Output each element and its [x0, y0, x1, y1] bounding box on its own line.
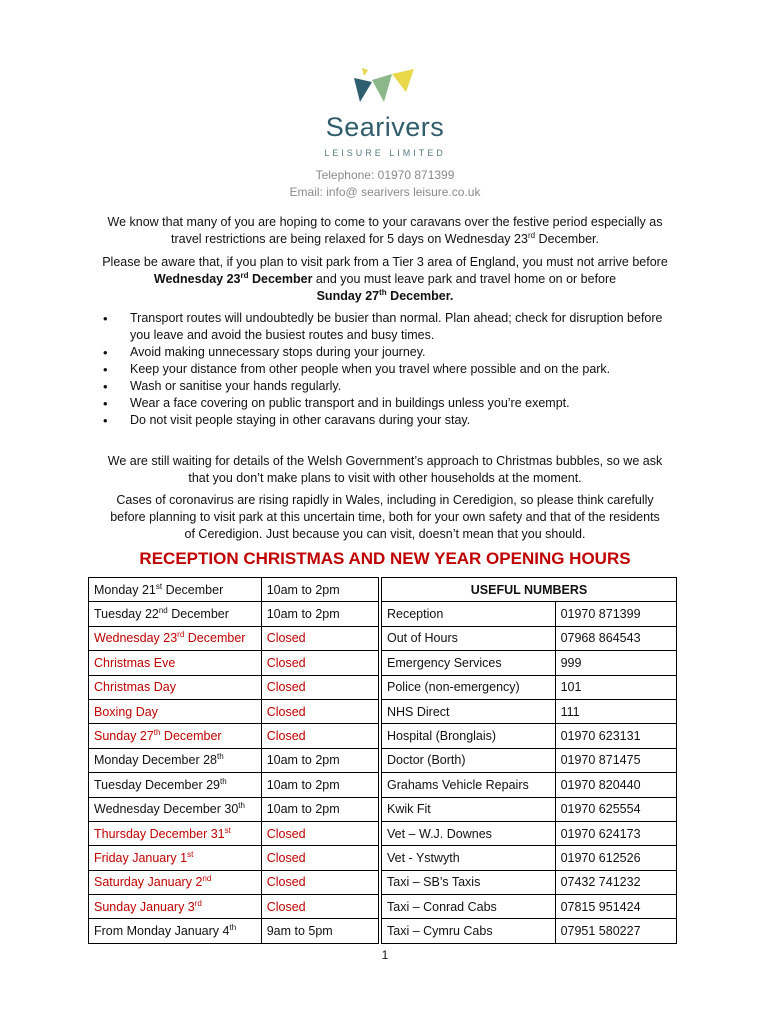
hours-day-cell: Tuesday 22nd December [89, 602, 262, 626]
telephone: Telephone: 01970 871399 [315, 168, 455, 182]
hours-day-cell: Monday December 28th [89, 748, 262, 772]
hours-time-cell: Closed [261, 675, 378, 699]
hours-day-cell: Saturday January 2nd [89, 870, 262, 894]
contact-name-cell: Vet – W.J. Downes [382, 821, 556, 845]
bunting-flags-icon [318, 60, 452, 110]
email: Email: info@ searivers leisure.co.uk [289, 185, 481, 199]
arrival-line-1: Please be aware that, if you plan to visit park from a Tier 3 area of England, you must not arrive before [102, 255, 668, 269]
bubbles-paragraph [80, 453, 690, 487]
covid-line: of Ceredigion. Just because you can visit, doesn’t mean that you should. [184, 527, 586, 541]
hours-time-cell: Closed [261, 821, 378, 845]
brand-name: Searivers [325, 112, 445, 142]
contact-name-cell: Emergency Services [382, 651, 556, 675]
contact-name-cell: Reception [382, 602, 556, 626]
table-row [382, 821, 677, 845]
phone-number-cell: 01970 871399 [555, 602, 676, 626]
table-row [89, 870, 379, 894]
phone-number-cell: 07815 951424 [555, 895, 676, 919]
table-row [89, 895, 379, 919]
list-item: • Avoid making unnecessary stops during your journey. [103, 344, 663, 361]
arrival-paragraph [80, 254, 690, 305]
hours-day-cell: Tuesday December 29th [89, 773, 262, 797]
contact-name-cell: Police (non-emergency) [382, 675, 556, 699]
hours-time-cell: 10am to 2pm [261, 773, 378, 797]
arrival-line-2: Wednesday 23rd December and you must leave park and travel home on or before [153, 270, 617, 286]
hours-day-cell: Monday 21st December [89, 578, 262, 602]
contact-name-cell: Taxi – Cymru Cabs [382, 919, 556, 943]
hours-heading: RECEPTION CHRISTMAS AND NEW YEAR OPENING HOURS [139, 549, 631, 568]
hours-day-cell: Boxing Day [89, 699, 262, 723]
list-item: • Transport routes will undoubtedly be busier than normal. Plan ahead; check for disruption before you leave and avoid the busiest routes and busy times. [103, 310, 663, 344]
phone-number-cell: 111 [555, 699, 676, 723]
intro-line-1: We know that many of you are hoping to come to your caravans over the festive period especially as [107, 215, 663, 229]
hours-day-cell: From Monday January 4th [89, 919, 262, 943]
phone-number-cell: 01970 624173 [555, 821, 676, 845]
hours-time-cell: 10am to 2pm [261, 578, 378, 602]
hours-day-cell: Sunday January 3rd [89, 895, 262, 919]
hours-time-cell: Closed [261, 870, 378, 894]
contact-name-cell: Out of Hours [382, 626, 556, 650]
advice-list [103, 310, 663, 429]
table-row [89, 602, 379, 626]
hours-day-cell: Thursday December 31st [89, 821, 262, 845]
useful-numbers-title: USEFUL NUMBERS [382, 578, 677, 602]
covid-line: before planning to visit park at this uncertain time, both for your own safety and that of the residents [110, 510, 660, 524]
contact-name-cell: Taxi – SB’s Taxis [382, 870, 556, 894]
phone-number-cell: 01970 612526 [555, 846, 676, 870]
contact-name-cell: Kwik Fit [382, 797, 556, 821]
list-item: • Do not visit people staying in other caravans during your stay. [103, 412, 663, 429]
table-row [382, 919, 677, 943]
table-header-row [382, 578, 677, 602]
table-row [382, 846, 677, 870]
hours-time-cell: 10am to 2pm [261, 602, 378, 626]
hours-time-cell: Closed [261, 895, 378, 919]
hours-time-cell: Closed [261, 651, 378, 675]
table-row [382, 797, 677, 821]
bubbles-line: that you don’t make plans to visit with other households at the moment. [188, 471, 582, 485]
table-row [382, 626, 677, 650]
hours-time-cell: Closed [261, 724, 378, 748]
hours-day-cell: Wednesday December 30th [89, 797, 262, 821]
table-row [89, 919, 379, 943]
table-row [89, 797, 379, 821]
table-row [382, 699, 677, 723]
table-row [89, 748, 379, 772]
phone-number-cell: 01970 820440 [555, 773, 676, 797]
table-row [89, 651, 379, 675]
bubbles-line: We are still waiting for details of the Welsh Government’s approach to Christmas bubbles, so we ask [107, 454, 663, 468]
table-row [89, 626, 379, 650]
phone-number-cell: 01970 623131 [555, 724, 676, 748]
hours-time-cell: 9am to 5pm [261, 919, 378, 943]
covid-line: Cases of coronavirus are rising rapidly in Wales, including in Ceredigion, so please think carefully [116, 493, 654, 507]
phone-number-cell: 101 [555, 675, 676, 699]
contact-name-cell: Doctor (Borth) [382, 748, 556, 772]
list-item: • Wear a face covering on public transport and in buildings unless you’re exempt. [103, 395, 663, 412]
useful-numbers-table [381, 577, 677, 944]
list-item: • Keep your distance from other people when you travel where possible and on the park. [103, 361, 663, 378]
table-row [89, 675, 379, 699]
covid-paragraph [80, 492, 690, 543]
table-row [382, 602, 677, 626]
table-row [89, 846, 379, 870]
table-row [382, 773, 677, 797]
phone-number-cell: 07432 741232 [555, 870, 676, 894]
table-row [382, 651, 677, 675]
intro-line-2: travel restrictions are being relaxed for 5 days on Wednesday 23rd December. [171, 230, 599, 246]
contact-name-cell: Hospital (Bronglais) [382, 724, 556, 748]
opening-hours-table [88, 577, 379, 944]
table-row [89, 699, 379, 723]
brand-subtitle: LEISURE LIMITED [324, 148, 446, 158]
phone-number-cell: 01970 625554 [555, 797, 676, 821]
hours-time-cell: Closed [261, 626, 378, 650]
table-row [89, 773, 379, 797]
table-row [382, 870, 677, 894]
phone-number-cell: 07968 864543 [555, 626, 676, 650]
contact-name-cell: Vet - Ystwyth [382, 846, 556, 870]
phone-number-cell: 999 [555, 651, 676, 675]
hours-day-cell: Wednesday 23rd December [89, 626, 262, 650]
contact-name-cell: Taxi – Conrad Cabs [382, 895, 556, 919]
hours-time-cell: 10am to 2pm [261, 797, 378, 821]
table-row [382, 748, 677, 772]
table-row [382, 675, 677, 699]
hours-time-cell: Closed [261, 699, 378, 723]
hours-day-cell: Christmas Eve [89, 651, 262, 675]
arrival-line-3: Sunday 27th December. [316, 287, 454, 303]
table-row [89, 578, 379, 602]
contact-name-cell: Grahams Vehicle Repairs [382, 773, 556, 797]
contact-name-cell: NHS Direct [382, 699, 556, 723]
table-row [89, 821, 379, 845]
hours-day-cell: Sunday 27th December [89, 724, 262, 748]
phone-number-cell: 07951 580227 [555, 919, 676, 943]
hours-day-cell: Friday January 1st [89, 846, 262, 870]
table-row [382, 895, 677, 919]
intro-paragraph [80, 214, 690, 248]
phone-number-cell: 01970 871475 [555, 748, 676, 772]
list-item: • Wash or sanitise your hands regularly. [103, 378, 663, 395]
table-row [382, 724, 677, 748]
page-number: 1 [381, 948, 389, 962]
hours-day-cell: Christmas Day [89, 675, 262, 699]
hours-time-cell: 10am to 2pm [261, 748, 378, 772]
hours-time-cell: Closed [261, 846, 378, 870]
table-row [89, 724, 379, 748]
